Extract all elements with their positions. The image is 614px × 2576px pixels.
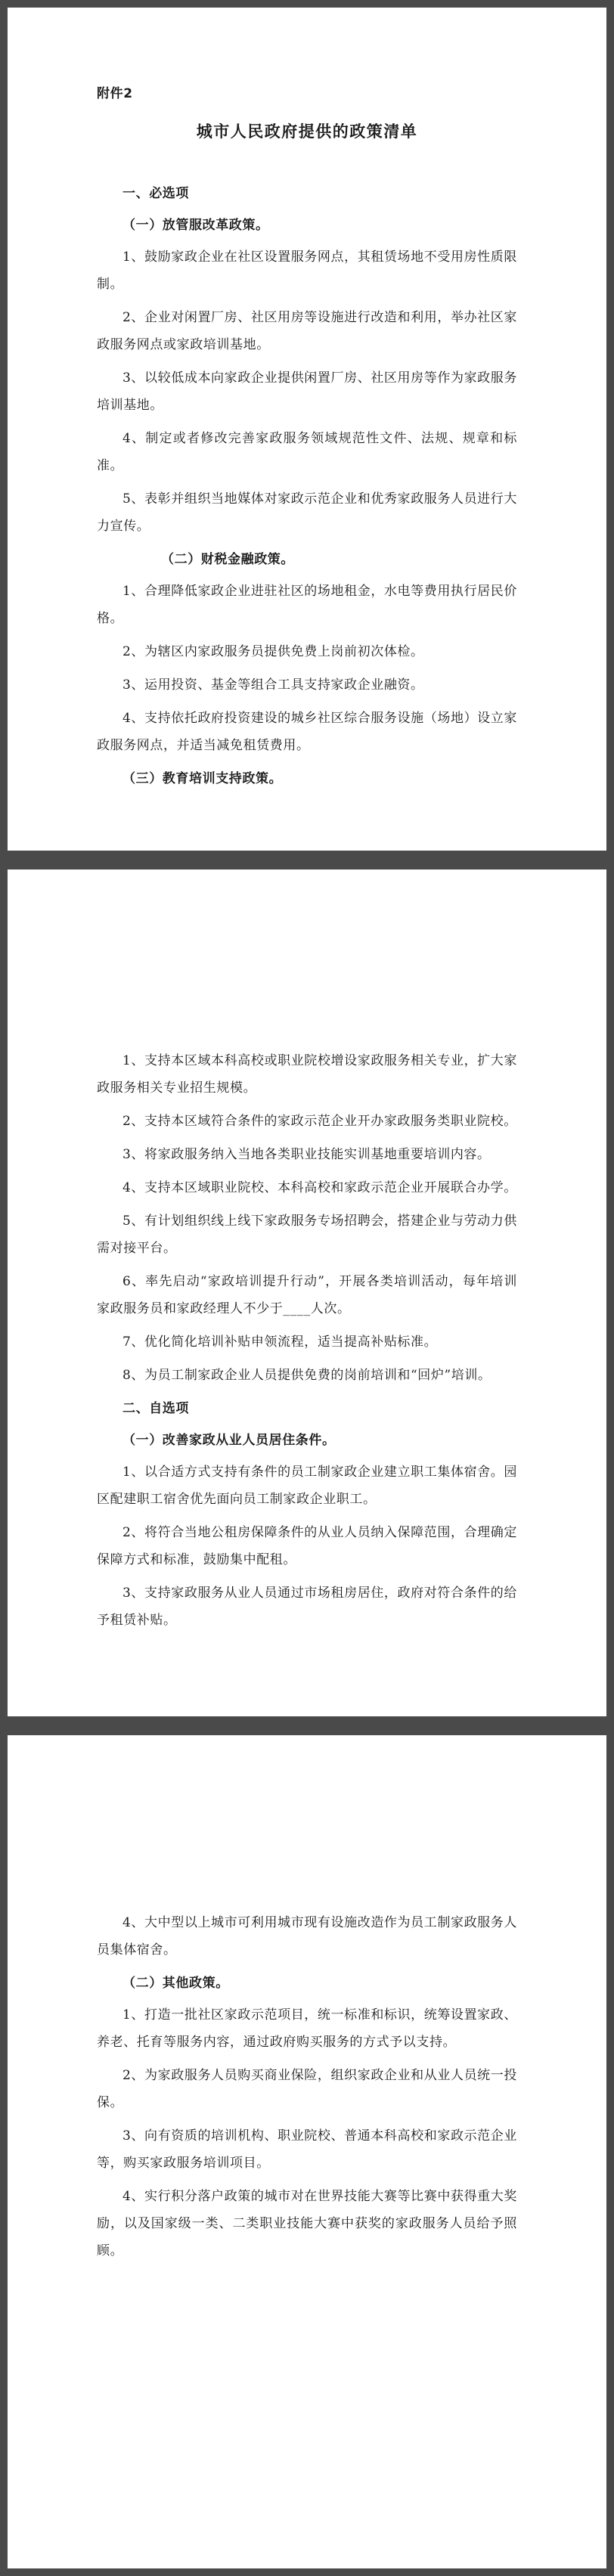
policy-item: 1、以合适方式支持有条件的员工制家政企业建立职工集体宿舍。园区配建职工宿舍优先面向员工制家政企业职工。 bbox=[97, 1465, 517, 1507]
section-optional-heading: 二、自选项 bbox=[122, 1401, 189, 1416]
policy-item: 5、有计划组织线上线下家政服务专场招聘会，搭建企业与劳动力供需对接平台。 bbox=[97, 1214, 517, 1256]
policy-item: 3、支持家政服务从业人员通过市场租房居住，政府对符合条件的给予租赁补贴。 bbox=[97, 1586, 517, 1628]
policy-item: 2、支持本区域符合条件的家政示范企业开办家政服务类职业院校。 bbox=[122, 1114, 517, 1129]
policy-item: 4、支持依托政府投资建设的城乡社区综合服务设施（场地）设立家政服务网点，并适当减免租赁费用。 bbox=[97, 711, 517, 753]
policy-item: 1、打造一批社区家政示范项目，统一标准和标识，统筹设置家政、养老、托育等服务内容，通过政府购买服务的方式予以支持。 bbox=[97, 2007, 517, 2050]
policy-item: 5、表彰并组织当地媒体对家政示范企业和优秀家政服务人员进行大力宣传。 bbox=[97, 491, 517, 534]
subsection-other-heading: （二）其他政策。 bbox=[122, 1976, 229, 1991]
policy-item: 3、运用投资、基金等组合工具支持家政企业融资。 bbox=[122, 677, 424, 693]
policy-item: 2、将符合当地公租房保障条件的从业人员纳入保障范围，合理确定保障方式和标准，鼓励集中配租。 bbox=[97, 1525, 517, 1567]
policy-item: 2、为辖区内家政服务员提供免费上岗前初次体检。 bbox=[122, 644, 424, 659]
page-2-content bbox=[97, 1047, 517, 1640]
page-1-content bbox=[97, 80, 517, 797]
policy-item: 6、率先启动“家政培训提升行动”，开展各类培训活动，每年培训家政服务员和家政经理人不少于____人次。 bbox=[97, 1274, 517, 1316]
policy-item: 3、将家政服务纳入当地各类职业技能实训基地重要培训内容。 bbox=[122, 1147, 491, 1162]
policy-item: 3、向有资质的培训机构、职业院校、普通本科高校和家政示范企业等，购买家政服务培训项目。 bbox=[97, 2128, 517, 2171]
document-page-1 bbox=[8, 8, 606, 851]
policy-item: 4、实行积分落户政策的城市对在世界技能大赛等比赛中获得重大奖励，以及国家级一类、二类职业技能大赛中获奖的家政服务人员给予照顾。 bbox=[97, 2189, 517, 2258]
policy-item: 1、鼓励家政企业在社区设置服务网点，其租赁场地不受用房性质限制。 bbox=[97, 250, 517, 292]
subsection-reform-heading: （一）放管服改革政策。 bbox=[122, 218, 269, 233]
policy-item: 4、制定或者修改完善家政服务领域规范性文件、法规、规章和标准。 bbox=[97, 431, 517, 473]
policy-item: 4、支持本区域职业院校、本科高校和家政示范企业开展联合办学。 bbox=[122, 1180, 517, 1195]
policy-item: 1、支持本区域本科高校或职业院校增设家政服务相关专业，扩大家政服务相关专业招生规模。 bbox=[97, 1053, 517, 1096]
page-3-content bbox=[97, 1909, 517, 2271]
document-page-2 bbox=[8, 870, 606, 1716]
attachment-label: 附件2 bbox=[97, 86, 133, 101]
document-title: 城市人民政府提供的政策清单 bbox=[196, 122, 418, 141]
document-page-3 bbox=[8, 1735, 606, 2568]
policy-item: 2、为家政服务人员购买商业保险，组织家政企业和从业人员统一投保。 bbox=[97, 2068, 517, 2110]
policy-item: 7、优化简化培训补贴申领流程，适当提高补贴标准。 bbox=[122, 1334, 438, 1350]
policy-item: 4、大中型以上城市可利用城市现有设施改造作为员工制家政服务人员集体宿舍。 bbox=[97, 1915, 517, 1958]
subsection-education-heading: （三）教育培训支持政策。 bbox=[122, 771, 283, 786]
policy-item: 1、合理降低家政企业进驻社区的场地租金，水电等费用执行居民价格。 bbox=[97, 584, 517, 626]
subsection-finance-heading: （二）财税金融政策。 bbox=[161, 552, 294, 567]
section-required-heading: 一、必选项 bbox=[122, 186, 189, 201]
subsection-housing-heading: （一）改善家政从业人员居住条件。 bbox=[122, 1433, 336, 1448]
policy-item: 3、以较低成本向家政企业提供闲置厂房、社区用房等作为家政服务培训基地。 bbox=[97, 370, 517, 413]
policy-item: 2、企业对闲置厂房、社区用房等设施进行改造和利用，举办社区家政服务网点或家政培训基地。 bbox=[97, 310, 517, 352]
policy-item: 8、为员工制家政企业人员提供免费的岗前培训和“回炉”培训。 bbox=[122, 1368, 492, 1383]
